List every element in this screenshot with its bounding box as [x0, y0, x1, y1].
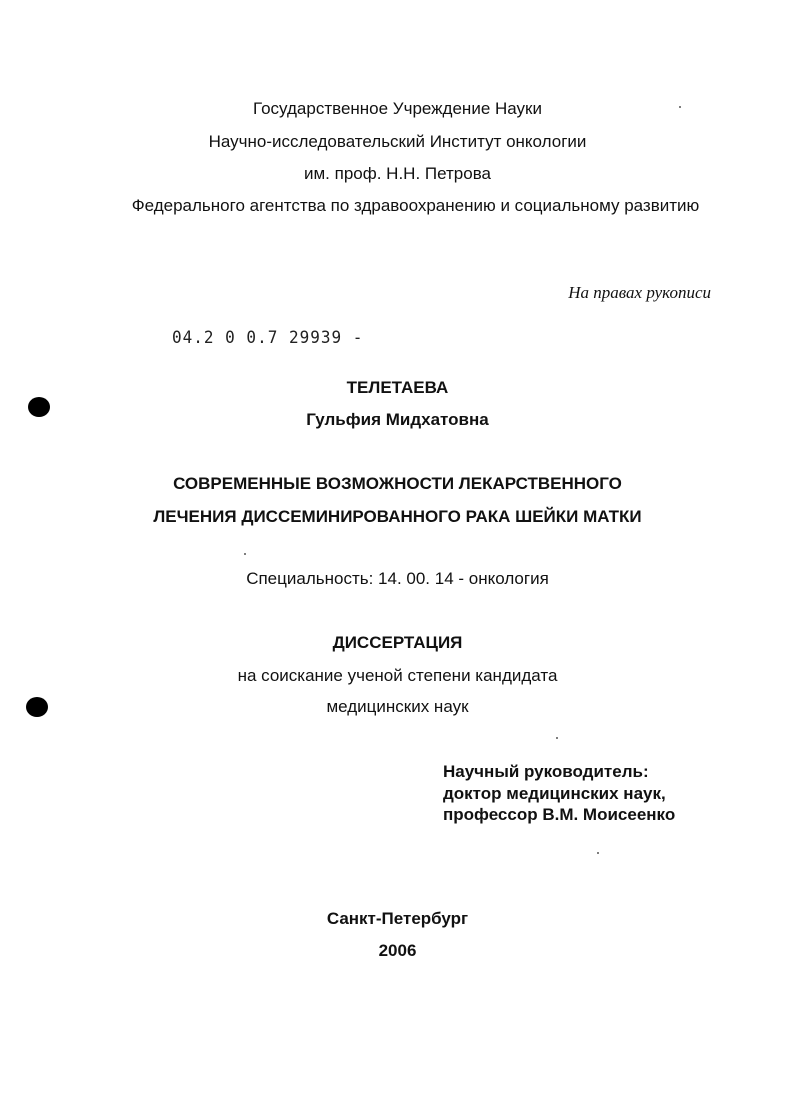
institution-line-1: Государственное Учреждение Науки [253, 99, 542, 118]
supervisor-line-1: Научный руководитель: [443, 762, 649, 781]
dissertation-title-line-1: СОВРЕМЕННЫЕ ВОЗМОЖНОСТИ ЛЕКАРСТВЕННОГО [173, 474, 622, 493]
degree-line-1: на соискание ученой степени кандидата [237, 666, 558, 685]
degree-line-2: медицинских наук [326, 697, 469, 716]
institution-line-3: им. проф. Н.Н. Петрова [304, 164, 491, 183]
manuscript-note: На правах рукописи [568, 283, 711, 302]
work-type-label: ДИССЕРТАЦИЯ [332, 633, 463, 652]
scan-speck [244, 553, 246, 555]
author-surname: ТЕЛЕТАЕВА [346, 378, 449, 397]
year: 2006 [378, 941, 417, 960]
dissertation-title-line-2: ЛЕЧЕНИЯ ДИССЕМИНИРОВАННОГО РАКА ШЕЙКИ МАТКИ [153, 507, 642, 526]
supervisor-line-2: доктор медицинских наук, [443, 784, 666, 803]
author-name: Гульфия Мидхатовна [306, 410, 489, 429]
supervisor-line-3: профессор В.М. Моисеенко [443, 805, 676, 824]
scan-speck [597, 852, 599, 854]
city: Санкт-Петербург [326, 909, 469, 928]
scan-speck [556, 737, 558, 739]
specialty: Специальность: 14. 00. 14 - онкология [246, 569, 549, 588]
institution-line-2: Научно-исследовательский Институт онкологии [208, 132, 587, 151]
institution-line-4: Федерального агентства по здравоохранению и социальному развитию [131, 196, 700, 215]
registry-stamp: 04.2 0 0.7 29939 - [172, 327, 364, 348]
